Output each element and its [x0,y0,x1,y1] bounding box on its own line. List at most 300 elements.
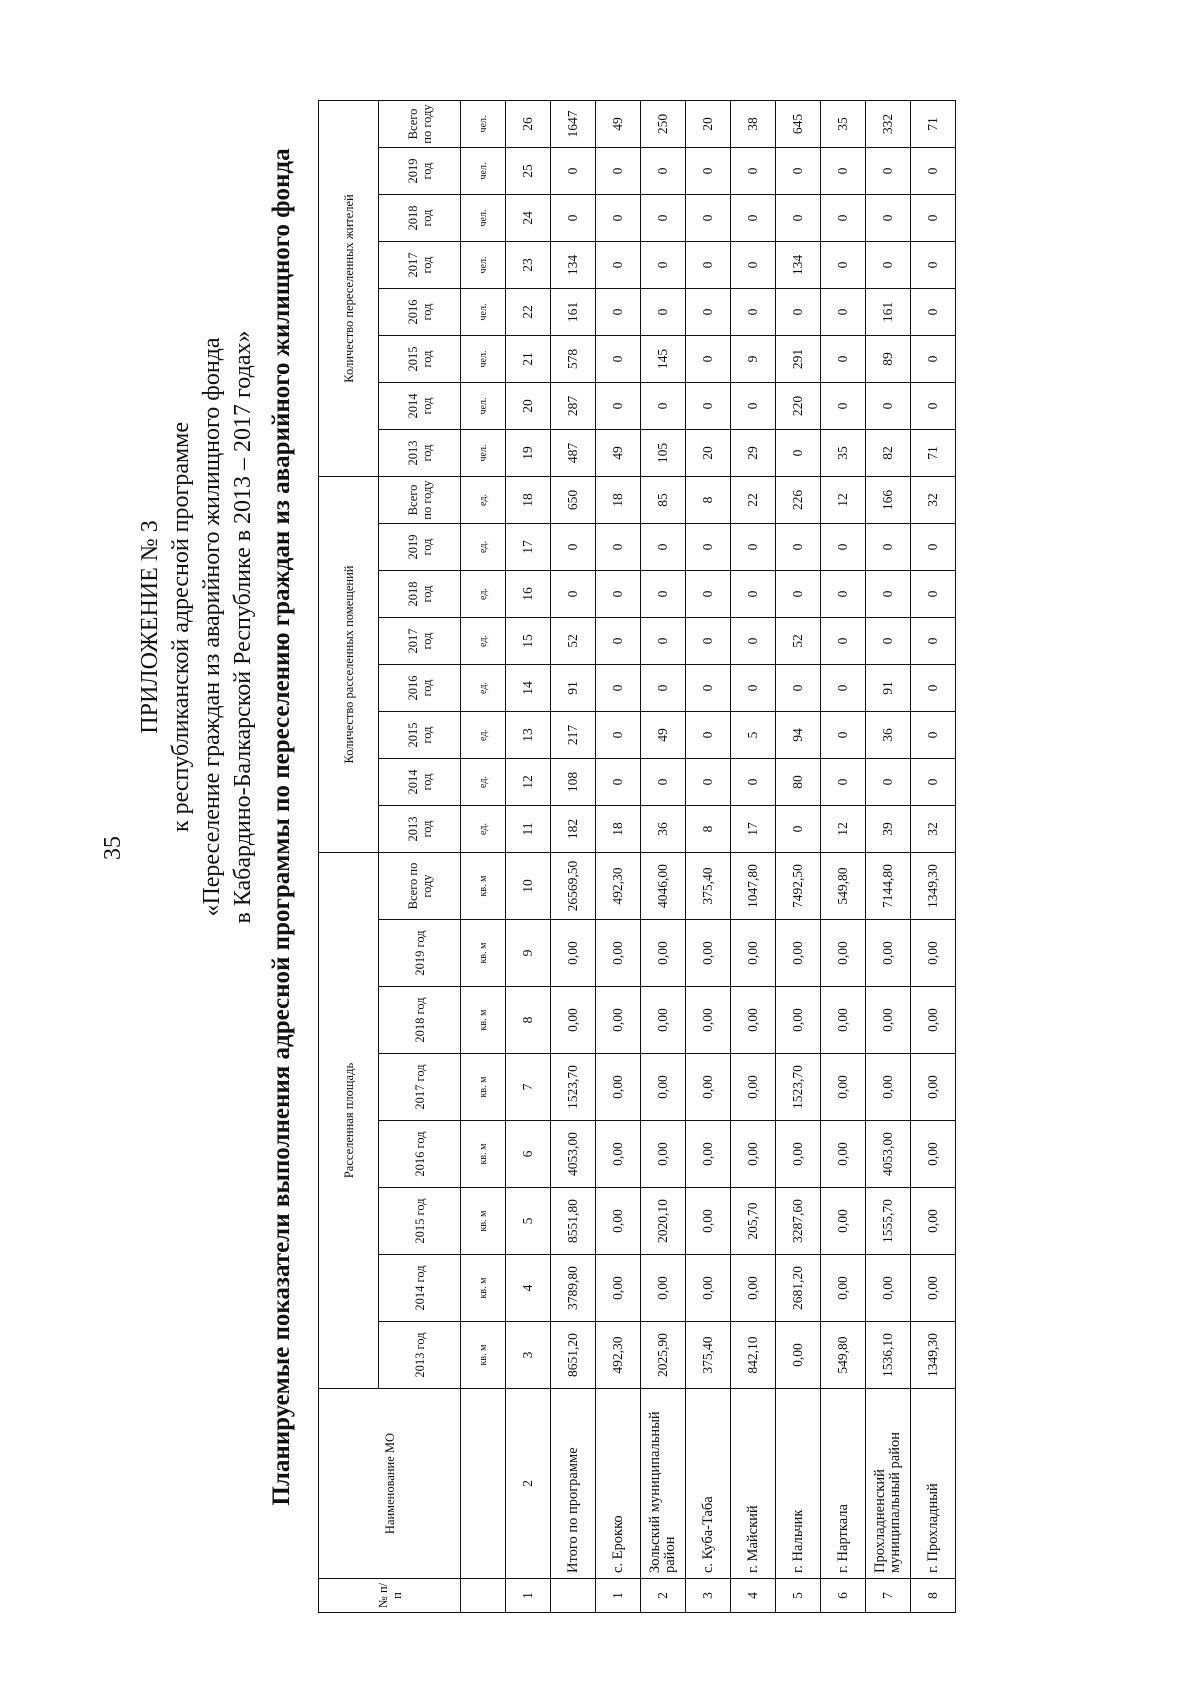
header-year-residents: Всего по году [379,101,461,148]
row-name-cell: г. Нарткала [821,1389,866,1579]
header-group-rooms: Количество расселенных помещений [319,477,379,853]
area-cell: 0,00 [641,1054,686,1121]
residents-cell: 0 [821,383,866,430]
residents-cell: 20 [686,101,731,148]
rooms-cell: 8 [686,477,731,524]
area-cell: 0,00 [641,1255,686,1322]
row-name-cell: Прохладненский муниципальный район [866,1389,911,1579]
area-cell: 0,00 [731,1121,776,1188]
area-cell: 0,00 [821,1121,866,1188]
rooms-cell: 0 [911,571,956,618]
unit-cell: чел. [461,336,506,383]
area-cell: 0,00 [776,987,821,1054]
rooms-cell: 0 [866,618,911,665]
residents-cell: 0 [776,289,821,336]
area-cell: 0,00 [821,1188,866,1255]
residents-cell: 0 [866,148,911,195]
column-number-cell: 22 [506,289,551,336]
column-number-cell: 15 [506,618,551,665]
rooms-cell: 36 [866,712,911,759]
header-year-rooms: 2016 год [379,665,461,712]
residents-cell: 0 [866,242,911,289]
table-row [551,101,596,1613]
header-group-residents: Количество переселенных жителей [319,101,379,477]
area-cell: 0,00 [911,1188,956,1255]
table-row [866,101,911,1613]
rooms-cell: 0 [641,665,686,712]
area-cell: 492,30 [596,853,641,920]
unit-cell: кв. м [461,920,506,987]
residents-cell: 0 [731,242,776,289]
area-cell: 0,00 [641,1121,686,1188]
rooms-cell: 49 [641,712,686,759]
rooms-cell: 85 [641,477,686,524]
column-number-cell: 17 [506,524,551,571]
rooms-cell: 52 [776,618,821,665]
units-row [461,101,506,1613]
residents-cell: 220 [776,383,821,430]
header-year-residents: 2016 год [379,289,461,336]
area-cell: 842,10 [731,1322,776,1389]
area-cell: 0,00 [911,1054,956,1121]
rooms-cell: 0 [821,524,866,571]
table-row [731,101,776,1613]
residents-cell: 0 [686,289,731,336]
rooms-cell: 0 [731,571,776,618]
residents-cell: 0 [686,148,731,195]
area-cell: 549,80 [821,1322,866,1389]
residents-cell: 0 [911,336,956,383]
area-cell: 0,00 [596,1121,641,1188]
residents-cell: 0 [821,148,866,195]
area-cell: 0,00 [731,1255,776,1322]
area-cell: 0,00 [911,1255,956,1322]
residents-cell: 0 [821,289,866,336]
row-number-cell: 3 [686,1579,731,1613]
area-cell: 0,00 [686,920,731,987]
appendix-header [135,77,259,1177]
area-cell: 1523,70 [776,1054,821,1121]
residents-cell: 0 [776,195,821,242]
column-number-cell: 26 [506,101,551,148]
residents-cell: 0 [596,148,641,195]
rooms-cell: 0 [641,524,686,571]
rooms-cell: 0 [821,665,866,712]
column-number-cell: 1 [506,1579,551,1613]
rooms-cell: 0 [731,524,776,571]
column-number-cell: 24 [506,195,551,242]
rooms-cell: 32 [911,477,956,524]
header-year-area: 2014 год [379,1255,461,1322]
column-number-cell: 21 [506,336,551,383]
rooms-cell: 0 [686,524,731,571]
appendix-number: ПРИЛОЖЕНИЕ № 3 [137,520,163,734]
area-cell: 0,00 [776,920,821,987]
unit-cell: чел. [461,242,506,289]
column-numbers-row [506,101,551,1613]
rooms-cell: 0 [911,712,956,759]
area-cell: 1523,70 [551,1054,596,1121]
residents-cell: 287 [551,383,596,430]
header-year-area: 2017 год [379,1054,461,1121]
rooms-cell: 0 [596,524,641,571]
residents-cell: 291 [776,336,821,383]
unit-cell: чел. [461,101,506,148]
residents-cell: 0 [821,336,866,383]
residents-cell: 9 [731,336,776,383]
area-cell: 3287,60 [776,1188,821,1255]
residents-cell: 0 [551,195,596,242]
residents-cell: 1647 [551,101,596,148]
row-name-cell: г. Майский [731,1389,776,1579]
column-number-cell: 20 [506,383,551,430]
area-cell: 2681,20 [776,1255,821,1322]
residents-cell: 105 [641,430,686,477]
area-cell: 492,30 [596,1322,641,1389]
appendix-line: «Переселение граждан из аварийного жилищного фонда [199,337,225,917]
area-cell: 1349,30 [911,1322,956,1389]
residents-cell: 71 [911,101,956,148]
rooms-cell: 0 [821,571,866,618]
row-name-cell: Итого по программе [551,1389,596,1579]
residents-cell: 134 [551,242,596,289]
rooms-cell: 0 [776,665,821,712]
column-number-cell: 3 [506,1322,551,1389]
residents-cell: 0 [596,242,641,289]
rooms-cell: 0 [776,571,821,618]
residents-cell: 0 [866,383,911,430]
area-cell: 0,00 [641,920,686,987]
header-year-area: 2018 год [379,987,461,1054]
unit-cell: ед. [461,571,506,618]
unit-cell: ед. [461,759,506,806]
residents-cell: 0 [731,195,776,242]
rooms-cell: 0 [911,524,956,571]
unit-cell: чел. [461,383,506,430]
unit-cell: ед. [461,712,506,759]
rooms-cell: 22 [731,477,776,524]
unit-cell [461,1389,506,1579]
rooms-cell: 226 [776,477,821,524]
residents-cell: 0 [686,336,731,383]
row-number-cell: 7 [866,1579,911,1613]
residents-cell: 0 [731,148,776,195]
row-name-cell: с. Ерокко [596,1389,641,1579]
area-cell: 0,00 [911,1121,956,1188]
area-cell: 8551,80 [551,1188,596,1255]
row-name-cell: Зольский муниципальный район [641,1389,686,1579]
header-year-rooms: 2017 год [379,618,461,665]
area-cell: 205,70 [731,1188,776,1255]
area-cell: 4046,00 [641,853,686,920]
area-cell: 1555,70 [866,1188,911,1255]
column-number-cell: 18 [506,477,551,524]
residents-cell: 35 [821,430,866,477]
column-number-cell: 16 [506,571,551,618]
residents-cell: 0 [731,383,776,430]
row-number-cell: 6 [821,1579,866,1613]
column-number-cell: 14 [506,665,551,712]
indicators-table-wrap [318,100,956,1613]
residents-cell: 0 [641,289,686,336]
row-number-cell: 8 [911,1579,956,1613]
rooms-cell: 0 [686,665,731,712]
header-year-area: 2015 год [379,1188,461,1255]
unit-cell: ед. [461,524,506,571]
residents-cell: 20 [686,430,731,477]
rooms-cell: 0 [821,618,866,665]
area-cell: 0,00 [821,920,866,987]
unit-cell: кв. м [461,1054,506,1121]
unit-cell: ед. [461,477,506,524]
residents-cell: 0 [866,195,911,242]
page-number: 35 [100,836,126,860]
rooms-cell: 0 [911,618,956,665]
header-year-residents: 2017 год [379,242,461,289]
unit-cell: кв. м [461,1188,506,1255]
rooms-cell: 217 [551,712,596,759]
header-year-area: 2016 год [379,1121,461,1188]
table-row [911,101,956,1613]
residents-cell: 487 [551,430,596,477]
unit-cell: кв. м [461,1121,506,1188]
header-year-residents: 2019 год [379,148,461,195]
rooms-cell: 166 [866,477,911,524]
row-number-cell: 1 [596,1579,641,1613]
area-cell: 0,00 [551,920,596,987]
residents-cell: 0 [641,242,686,289]
residents-cell: 145 [641,336,686,383]
residents-cell: 0 [686,383,731,430]
rooms-cell: 0 [911,665,956,712]
rooms-cell: 0 [551,524,596,571]
table-row [686,101,731,1613]
row-number-cell: 5 [776,1579,821,1613]
rooms-cell: 0 [596,759,641,806]
rooms-cell: 0 [641,759,686,806]
rooms-cell: 0 [866,571,911,618]
header-name: Наименование МО [319,1389,461,1579]
rooms-cell: 0 [686,759,731,806]
rooms-cell: 0 [596,618,641,665]
residents-cell: 0 [686,195,731,242]
residents-cell: 0 [821,242,866,289]
rooms-cell: 182 [551,806,596,853]
residents-cell: 0 [911,195,956,242]
rooms-cell: 94 [776,712,821,759]
unit-cell: кв. м [461,1322,506,1389]
residents-cell: 49 [596,430,641,477]
rooms-cell: 0 [596,665,641,712]
residents-cell: 161 [551,289,596,336]
column-number-cell: 13 [506,712,551,759]
area-cell: 26569,50 [551,853,596,920]
table-row [641,101,686,1613]
rooms-cell: 0 [731,665,776,712]
unit-cell: чел. [461,289,506,336]
area-cell: 0,00 [686,1121,731,1188]
column-number-cell: 11 [506,806,551,853]
column-number-cell: 8 [506,987,551,1054]
area-cell: 0,00 [776,1121,821,1188]
area-cell: 0,00 [911,920,956,987]
header-year-residents: 2018 год [379,195,461,242]
header-year-residents: 2014 год [379,383,461,430]
residents-cell: 82 [866,430,911,477]
unit-cell: ед. [461,665,506,712]
residents-cell: 0 [776,148,821,195]
area-cell: 0,00 [551,987,596,1054]
rooms-cell: 0 [596,571,641,618]
residents-cell: 0 [821,195,866,242]
rooms-cell: 0 [821,712,866,759]
residents-cell: 0 [596,336,641,383]
column-number-cell: 7 [506,1054,551,1121]
appendix-line: в Кабардино-Балкарской Республике в 2013 – 2017 годах» [230,330,256,924]
residents-cell: 161 [866,289,911,336]
unit-cell: кв. м [461,987,506,1054]
header-year-rooms: 2019 год [379,524,461,571]
area-cell: 0,00 [821,987,866,1054]
area-cell: 0,00 [641,987,686,1054]
area-cell: 375,40 [686,1322,731,1389]
residents-cell: 0 [911,289,956,336]
rooms-cell: 91 [551,665,596,712]
area-cell: 1349,30 [911,853,956,920]
area-cell: 4053,00 [551,1121,596,1188]
area-cell: 0,00 [596,1054,641,1121]
residents-cell: 0 [596,289,641,336]
row-number-cell: 2 [641,1579,686,1613]
residents-cell: 0 [551,148,596,195]
area-cell: 0,00 [596,1255,641,1322]
rooms-cell: 12 [821,477,866,524]
rooms-cell: 0 [821,759,866,806]
rooms-cell: 0 [866,524,911,571]
unit-cell: кв. м [461,853,506,920]
column-number-cell: 6 [506,1121,551,1188]
unit-cell: чел. [461,430,506,477]
residents-cell: 134 [776,242,821,289]
rooms-cell: 0 [641,571,686,618]
residents-cell: 0 [776,430,821,477]
column-number-cell: 10 [506,853,551,920]
area-cell: 0,00 [776,1322,821,1389]
header-year-rooms: 2013 год [379,806,461,853]
header-year-residents: 2013 год [379,430,461,477]
residents-cell: 89 [866,336,911,383]
table-row [776,101,821,1613]
residents-cell: 35 [821,101,866,148]
residents-cell: 38 [731,101,776,148]
rooms-cell: 0 [776,806,821,853]
header-year-area: Всего по году [379,853,461,920]
area-cell: 0,00 [731,920,776,987]
area-cell: 0,00 [596,920,641,987]
header-year-rooms: Всего по году [379,477,461,524]
row-number-cell [551,1579,596,1613]
rooms-cell: 108 [551,759,596,806]
rooms-cell: 0 [866,759,911,806]
area-cell: 0,00 [596,987,641,1054]
row-name-cell: г. Прохладный [911,1389,956,1579]
appendix-line: к республиканской адресной программе [168,421,194,833]
row-number-cell: 4 [731,1579,776,1613]
header-year-residents: 2015 год [379,336,461,383]
rooms-cell: 0 [551,571,596,618]
column-number-cell: 23 [506,242,551,289]
residents-cell: 0 [731,289,776,336]
rooms-cell: 0 [686,618,731,665]
rooms-cell: 0 [731,759,776,806]
area-cell: 7492,50 [776,853,821,920]
area-cell: 0,00 [866,987,911,1054]
area-cell: 0,00 [731,987,776,1054]
rooms-cell: 91 [866,665,911,712]
rooms-cell: 5 [731,712,776,759]
area-cell: 3789,80 [551,1255,596,1322]
unit-cell: чел. [461,195,506,242]
rooms-cell: 0 [641,618,686,665]
row-name-cell: с. Куба-Таба [686,1389,731,1579]
header-year-rooms: 2014 год [379,759,461,806]
residents-cell: 578 [551,336,596,383]
table-row [821,101,866,1613]
area-cell: 7144,80 [866,853,911,920]
unit-cell: ед. [461,806,506,853]
column-number-cell: 2 [506,1389,551,1579]
residents-cell: 0 [911,383,956,430]
area-cell: 0,00 [686,1054,731,1121]
residents-cell: 0 [596,195,641,242]
residents-cell: 29 [731,430,776,477]
area-cell: 8651,20 [551,1322,596,1389]
residents-cell: 0 [596,383,641,430]
rooms-cell: 0 [776,524,821,571]
area-cell: 0,00 [686,987,731,1054]
area-cell: 0,00 [731,1054,776,1121]
indicators-table [318,100,956,1613]
area-cell: 0,00 [821,1054,866,1121]
rooms-cell: 39 [866,806,911,853]
residents-cell: 0 [911,148,956,195]
residents-cell: 332 [866,101,911,148]
rooms-cell: 36 [641,806,686,853]
rooms-cell: 0 [686,712,731,759]
residents-cell: 0 [641,148,686,195]
area-cell: 2025,90 [641,1322,686,1389]
rooms-cell: 18 [596,477,641,524]
rooms-cell: 0 [911,759,956,806]
column-number-cell: 12 [506,759,551,806]
header-group-area: Расселенная площадь [319,853,379,1389]
residents-cell: 0 [911,242,956,289]
rooms-cell: 12 [821,806,866,853]
area-cell: 375,40 [686,853,731,920]
residents-cell: 49 [596,101,641,148]
column-number-cell: 19 [506,430,551,477]
rooms-cell: 52 [551,618,596,665]
rooms-cell: 0 [686,571,731,618]
residents-cell: 0 [686,242,731,289]
rooms-cell: 0 [731,618,776,665]
rooms-cell: 8 [686,806,731,853]
residents-cell: 71 [911,430,956,477]
rooms-cell: 650 [551,477,596,524]
header-year-area: 2013 год [379,1322,461,1389]
area-cell: 1047,80 [731,853,776,920]
rooms-cell: 18 [596,806,641,853]
